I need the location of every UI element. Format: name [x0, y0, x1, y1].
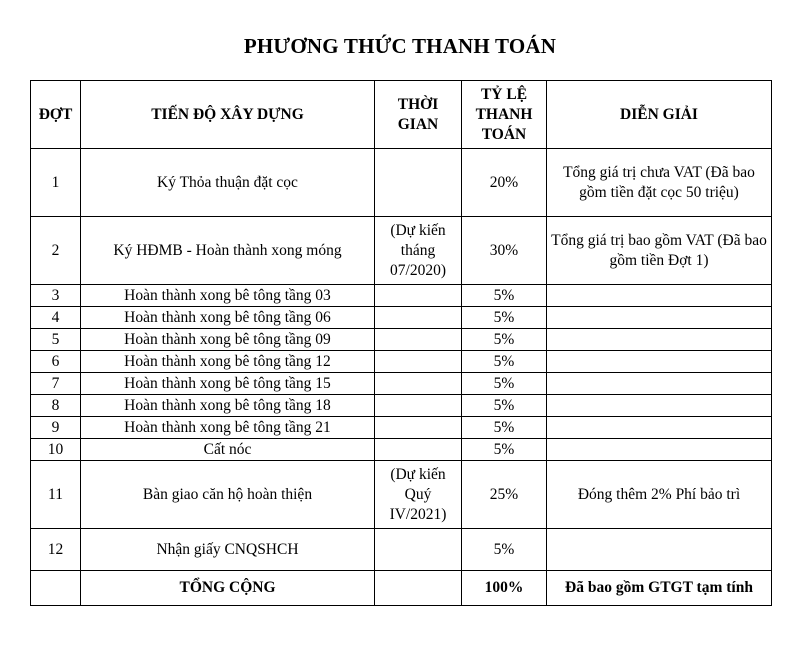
cell-dien-giai — [547, 373, 772, 395]
cell-ty-le: 5% — [462, 373, 547, 395]
cell-ty-le: 20% — [462, 149, 547, 217]
cell-tien-do: Nhận giấy CNQSHCH — [81, 529, 375, 571]
cell-thoi-gian: (Dự kiến Quý IV/2021) — [375, 461, 462, 529]
header-thoi-gian: THỜI GIAN — [375, 81, 462, 149]
cell-dien-giai — [547, 285, 772, 307]
cell-dot: 12 — [31, 529, 81, 571]
page-title: PHƯƠNG THỨC THANH TOÁN — [243, 34, 557, 58]
cell-tien-do: Hoàn thành xong bê tông tầng 21 — [81, 417, 375, 439]
header-ty-le: TỶ LỆ THANH TOÁN — [462, 81, 547, 149]
table-row — [31, 285, 772, 307]
cell-tien-do: Bàn giao căn hộ hoàn thiện — [81, 461, 375, 529]
cell-dien-giai — [547, 529, 772, 571]
header-dot: ĐỢT — [31, 81, 81, 149]
cell-total-thoi-gian — [375, 571, 462, 606]
cell-total-label: TỔNG CỘNG — [81, 571, 375, 606]
cell-total-empty — [31, 571, 81, 606]
cell-dot: 5 — [31, 329, 81, 351]
cell-dot: 10 — [31, 439, 81, 461]
cell-ty-le: 5% — [462, 439, 547, 461]
table-row — [31, 373, 772, 395]
cell-dien-giai — [547, 351, 772, 373]
cell-tien-do: Hoàn thành xong bê tông tầng 06 — [81, 307, 375, 329]
cell-ty-le: 5% — [462, 395, 547, 417]
cell-tien-do: Ký HĐMB - Hoàn thành xong móng — [81, 217, 375, 285]
header-dien-giai: DIỄN GIẢI — [547, 81, 772, 149]
table-header-row — [31, 81, 772, 149]
cell-ty-le: 5% — [462, 307, 547, 329]
cell-thoi-gian — [375, 395, 462, 417]
table-row — [31, 461, 772, 529]
cell-dot: 7 — [31, 373, 81, 395]
cell-thoi-gian — [375, 439, 462, 461]
cell-thoi-gian: (Dự kiến tháng 07/2020) — [375, 217, 462, 285]
cell-dot: 2 — [31, 217, 81, 285]
table-row — [31, 529, 772, 571]
cell-thoi-gian — [375, 373, 462, 395]
cell-dot: 4 — [31, 307, 81, 329]
cell-dien-giai: Đóng thêm 2% Phí bảo trì — [547, 461, 772, 529]
cell-thoi-gian — [375, 329, 462, 351]
cell-ty-le: 5% — [462, 329, 547, 351]
cell-ty-le: 30% — [462, 217, 547, 285]
table-row — [31, 329, 772, 351]
cell-tien-do: Hoàn thành xong bê tông tầng 18 — [81, 395, 375, 417]
cell-total-dien-giai: Đã bao gồm GTGT tạm tính — [547, 571, 772, 606]
cell-dien-giai — [547, 329, 772, 351]
cell-tien-do: Hoàn thành xong bê tông tầng 12 — [81, 351, 375, 373]
cell-dien-giai — [547, 439, 772, 461]
cell-dot: 1 — [31, 149, 81, 217]
table-row — [31, 439, 772, 461]
table-total-row — [31, 571, 772, 606]
cell-tien-do: Cất nóc — [81, 439, 375, 461]
cell-ty-le: 5% — [462, 285, 547, 307]
cell-thoi-gian — [375, 285, 462, 307]
cell-thoi-gian — [375, 417, 462, 439]
cell-thoi-gian — [375, 351, 462, 373]
cell-dot: 8 — [31, 395, 81, 417]
cell-dien-giai: Tổng giá trị chưa VAT (Đã bao gồm tiền đặt cọc 50 triệu) — [547, 149, 772, 217]
cell-ty-le: 5% — [462, 417, 547, 439]
cell-tien-do: Hoàn thành xong bê tông tầng 15 — [81, 373, 375, 395]
cell-thoi-gian — [375, 307, 462, 329]
cell-dien-giai — [547, 417, 772, 439]
payment-schedule-table — [30, 80, 772, 606]
cell-total-ty-le: 100% — [462, 571, 547, 606]
table-row — [31, 351, 772, 373]
cell-ty-le: 5% — [462, 529, 547, 571]
cell-thoi-gian — [375, 149, 462, 217]
cell-tien-do: Ký Thỏa thuận đặt cọc — [81, 149, 375, 217]
cell-dien-giai: Tổng giá trị bao gồm VAT (Đã bao gồm tiền Đợt 1) — [547, 217, 772, 285]
cell-thoi-gian — [375, 529, 462, 571]
table-row — [31, 149, 772, 217]
cell-tien-do: Hoàn thành xong bê tông tầng 09 — [81, 329, 375, 351]
header-tien-do: TIẾN ĐỘ XÂY DỰNG — [81, 81, 375, 149]
table-row — [31, 217, 772, 285]
cell-dot: 3 — [31, 285, 81, 307]
cell-dien-giai — [547, 307, 772, 329]
cell-dot: 9 — [31, 417, 81, 439]
table-row — [31, 307, 772, 329]
table-row — [31, 395, 772, 417]
cell-dot: 6 — [31, 351, 81, 373]
cell-tien-do: Hoàn thành xong bê tông tầng 03 — [81, 285, 375, 307]
table-row — [31, 417, 772, 439]
cell-dot: 11 — [31, 461, 81, 529]
cell-dien-giai — [547, 395, 772, 417]
cell-ty-le: 25% — [462, 461, 547, 529]
cell-ty-le: 5% — [462, 351, 547, 373]
